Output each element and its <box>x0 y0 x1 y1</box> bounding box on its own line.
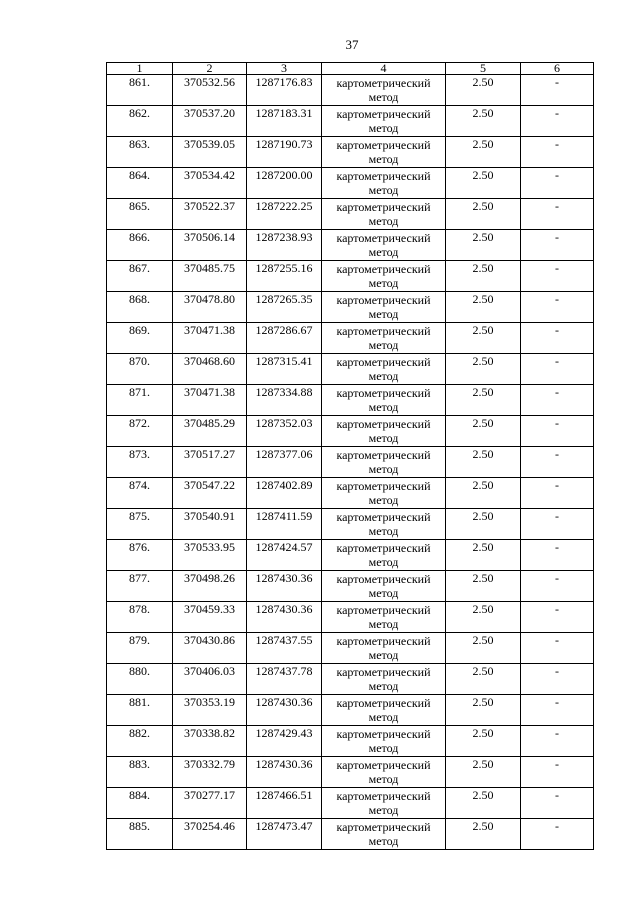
point-number-cell: 869. <box>107 323 173 354</box>
column-header: 4 <box>322 63 446 75</box>
point-number-cell: 872. <box>107 416 173 447</box>
accuracy-cell: 2.50 <box>446 230 521 261</box>
point-number-cell: 866. <box>107 230 173 261</box>
table-row <box>107 385 594 416</box>
table-row <box>107 75 594 106</box>
accuracy-cell: 2.50 <box>446 292 521 323</box>
method-cell: картометрический метод <box>322 447 446 478</box>
point-number-cell: 878. <box>107 602 173 633</box>
x-coordinate-cell: 370485.29 <box>173 416 247 447</box>
y-coordinate-cell: 1287411.59 <box>247 509 322 540</box>
x-coordinate-cell: 370498.26 <box>173 571 247 602</box>
accuracy-cell: 2.50 <box>446 447 521 478</box>
y-coordinate-cell: 1287430.36 <box>247 602 322 633</box>
point-number-cell: 871. <box>107 385 173 416</box>
accuracy-cell: 2.50 <box>446 416 521 447</box>
method-cell: картометрический метод <box>322 168 446 199</box>
accuracy-cell: 2.50 <box>446 695 521 726</box>
point-number-cell: 876. <box>107 540 173 571</box>
point-number-cell: 880. <box>107 664 173 695</box>
method-cell: картометрический метод <box>322 354 446 385</box>
accuracy-cell: 2.50 <box>446 726 521 757</box>
note-cell: - <box>521 540 594 571</box>
y-coordinate-cell: 1287377.06 <box>247 447 322 478</box>
y-coordinate-cell: 1287238.93 <box>247 230 322 261</box>
method-cell: картометрический метод <box>322 385 446 416</box>
table-row <box>107 230 594 261</box>
x-coordinate-cell: 370468.60 <box>173 354 247 385</box>
note-cell: - <box>521 106 594 137</box>
table-row <box>107 354 594 385</box>
y-coordinate-cell: 1287286.67 <box>247 323 322 354</box>
table-row <box>107 571 594 602</box>
method-cell: картометрический метод <box>322 106 446 137</box>
method-cell: картометрический метод <box>322 602 446 633</box>
method-cell: картометрический метод <box>322 416 446 447</box>
note-cell: - <box>521 230 594 261</box>
note-cell: - <box>521 385 594 416</box>
method-cell: картометрический метод <box>322 757 446 788</box>
point-number-cell: 879. <box>107 633 173 664</box>
point-number-cell: 873. <box>107 447 173 478</box>
x-coordinate-cell: 370533.95 <box>173 540 247 571</box>
coordinates-table <box>106 62 594 850</box>
column-header: 1 <box>107 63 173 75</box>
table-row <box>107 509 594 540</box>
x-coordinate-cell: 370547.22 <box>173 478 247 509</box>
table-row <box>107 664 594 695</box>
table-row <box>107 323 594 354</box>
accuracy-cell: 2.50 <box>446 633 521 664</box>
method-cell: картометрический метод <box>322 695 446 726</box>
table-row <box>107 137 594 168</box>
x-coordinate-cell: 370534.42 <box>173 168 247 199</box>
method-cell: картометрический метод <box>322 261 446 292</box>
x-coordinate-cell: 370522.37 <box>173 199 247 230</box>
note-cell: - <box>521 726 594 757</box>
note-cell: - <box>521 757 594 788</box>
method-cell: картометрический метод <box>322 509 446 540</box>
note-cell: - <box>521 478 594 509</box>
y-coordinate-cell: 1287402.89 <box>247 478 322 509</box>
method-cell: картометрический метод <box>322 664 446 695</box>
table-row <box>107 788 594 819</box>
accuracy-cell: 2.50 <box>446 137 521 168</box>
table-row <box>107 261 594 292</box>
method-cell: картометрический метод <box>322 633 446 664</box>
x-coordinate-cell: 370471.38 <box>173 385 247 416</box>
point-number-cell: 884. <box>107 788 173 819</box>
table-row <box>107 726 594 757</box>
x-coordinate-cell: 370532.56 <box>173 75 247 106</box>
x-coordinate-cell: 370430.86 <box>173 633 247 664</box>
accuracy-cell: 2.50 <box>446 509 521 540</box>
accuracy-cell: 2.50 <box>446 354 521 385</box>
table-row <box>107 478 594 509</box>
note-cell: - <box>521 447 594 478</box>
y-coordinate-cell: 1287176.83 <box>247 75 322 106</box>
x-coordinate-cell: 370277.17 <box>173 788 247 819</box>
y-coordinate-cell: 1287315.41 <box>247 354 322 385</box>
x-coordinate-cell: 370540.91 <box>173 509 247 540</box>
x-coordinate-cell: 370353.19 <box>173 695 247 726</box>
table-row <box>107 168 594 199</box>
note-cell: - <box>521 75 594 106</box>
point-number-cell: 885. <box>107 819 173 850</box>
y-coordinate-cell: 1287424.57 <box>247 540 322 571</box>
note-cell: - <box>521 695 594 726</box>
note-cell: - <box>521 664 594 695</box>
accuracy-cell: 2.50 <box>446 602 521 633</box>
table-row <box>107 199 594 230</box>
y-coordinate-cell: 1287183.31 <box>247 106 322 137</box>
accuracy-cell: 2.50 <box>446 75 521 106</box>
point-number-cell: 874. <box>107 478 173 509</box>
accuracy-cell: 2.50 <box>446 571 521 602</box>
x-coordinate-cell: 370517.27 <box>173 447 247 478</box>
y-coordinate-cell: 1287265.35 <box>247 292 322 323</box>
method-cell: картометрический метод <box>322 571 446 602</box>
column-header: 5 <box>446 63 521 75</box>
y-coordinate-cell: 1287334.88 <box>247 385 322 416</box>
x-coordinate-cell: 370485.75 <box>173 261 247 292</box>
table-row <box>107 292 594 323</box>
method-cell: картометрический метод <box>322 323 446 354</box>
note-cell: - <box>521 199 594 230</box>
accuracy-cell: 2.50 <box>446 168 521 199</box>
accuracy-cell: 2.50 <box>446 478 521 509</box>
x-coordinate-cell: 370537.20 <box>173 106 247 137</box>
method-cell: картометрический метод <box>322 819 446 850</box>
table-row <box>107 540 594 571</box>
column-header: 6 <box>521 63 594 75</box>
table-row <box>107 819 594 850</box>
y-coordinate-cell: 1287222.25 <box>247 199 322 230</box>
accuracy-cell: 2.50 <box>446 261 521 292</box>
note-cell: - <box>521 633 594 664</box>
point-number-cell: 868. <box>107 292 173 323</box>
y-coordinate-cell: 1287430.36 <box>247 695 322 726</box>
table-row <box>107 633 594 664</box>
note-cell: - <box>521 571 594 602</box>
y-coordinate-cell: 1287437.55 <box>247 633 322 664</box>
point-number-cell: 867. <box>107 261 173 292</box>
method-cell: картометрический метод <box>322 726 446 757</box>
table-row <box>107 757 594 788</box>
method-cell: картометрический метод <box>322 292 446 323</box>
note-cell: - <box>521 788 594 819</box>
point-number-cell: 865. <box>107 199 173 230</box>
note-cell: - <box>521 292 594 323</box>
point-number-cell: 875. <box>107 509 173 540</box>
method-cell: картометрический метод <box>322 788 446 819</box>
x-coordinate-cell: 370332.79 <box>173 757 247 788</box>
x-coordinate-cell: 370539.05 <box>173 137 247 168</box>
x-coordinate-cell: 370406.03 <box>173 664 247 695</box>
table-row <box>107 447 594 478</box>
method-cell: картометрический метод <box>322 199 446 230</box>
note-cell: - <box>521 602 594 633</box>
y-coordinate-cell: 1287352.03 <box>247 416 322 447</box>
point-number-cell: 870. <box>107 354 173 385</box>
accuracy-cell: 2.50 <box>446 788 521 819</box>
point-number-cell: 877. <box>107 571 173 602</box>
y-coordinate-cell: 1287430.36 <box>247 757 322 788</box>
method-cell: картометрический метод <box>322 137 446 168</box>
point-number-cell: 861. <box>107 75 173 106</box>
accuracy-cell: 2.50 <box>446 540 521 571</box>
accuracy-cell: 2.50 <box>446 323 521 354</box>
method-cell: картометрический метод <box>322 540 446 571</box>
note-cell: - <box>521 261 594 292</box>
column-header: 3 <box>247 63 322 75</box>
note-cell: - <box>521 323 594 354</box>
table-row <box>107 695 594 726</box>
accuracy-cell: 2.50 <box>446 199 521 230</box>
y-coordinate-cell: 1287190.73 <box>247 137 322 168</box>
method-cell: картометрический метод <box>322 478 446 509</box>
accuracy-cell: 2.50 <box>446 819 521 850</box>
page-number: 37 <box>345 37 359 52</box>
header-row <box>107 63 594 75</box>
point-number-cell: 862. <box>107 106 173 137</box>
point-number-cell: 882. <box>107 726 173 757</box>
note-cell: - <box>521 509 594 540</box>
point-number-cell: 863. <box>107 137 173 168</box>
note-cell: - <box>521 416 594 447</box>
table-row <box>107 602 594 633</box>
method-cell: картометрический метод <box>322 230 446 261</box>
y-coordinate-cell: 1287429.43 <box>247 726 322 757</box>
y-coordinate-cell: 1287473.47 <box>247 819 322 850</box>
accuracy-cell: 2.50 <box>446 385 521 416</box>
x-coordinate-cell: 370471.38 <box>173 323 247 354</box>
x-coordinate-cell: 370506.14 <box>173 230 247 261</box>
point-number-cell: 864. <box>107 168 173 199</box>
y-coordinate-cell: 1287437.78 <box>247 664 322 695</box>
table-row <box>107 416 594 447</box>
note-cell: - <box>521 819 594 850</box>
point-number-cell: 883. <box>107 757 173 788</box>
note-cell: - <box>521 168 594 199</box>
y-coordinate-cell: 1287200.00 <box>247 168 322 199</box>
column-header: 2 <box>173 63 247 75</box>
table-row <box>107 106 594 137</box>
note-cell: - <box>521 354 594 385</box>
accuracy-cell: 2.50 <box>446 106 521 137</box>
method-cell: картометрический метод <box>322 75 446 106</box>
note-cell: - <box>521 137 594 168</box>
x-coordinate-cell: 370338.82 <box>173 726 247 757</box>
accuracy-cell: 2.50 <box>446 757 521 788</box>
x-coordinate-cell: 370254.46 <box>173 819 247 850</box>
x-coordinate-cell: 370478.80 <box>173 292 247 323</box>
accuracy-cell: 2.50 <box>446 664 521 695</box>
point-number-cell: 881. <box>107 695 173 726</box>
y-coordinate-cell: 1287466.51 <box>247 788 322 819</box>
x-coordinate-cell: 370459.33 <box>173 602 247 633</box>
y-coordinate-cell: 1287430.36 <box>247 571 322 602</box>
y-coordinate-cell: 1287255.16 <box>247 261 322 292</box>
